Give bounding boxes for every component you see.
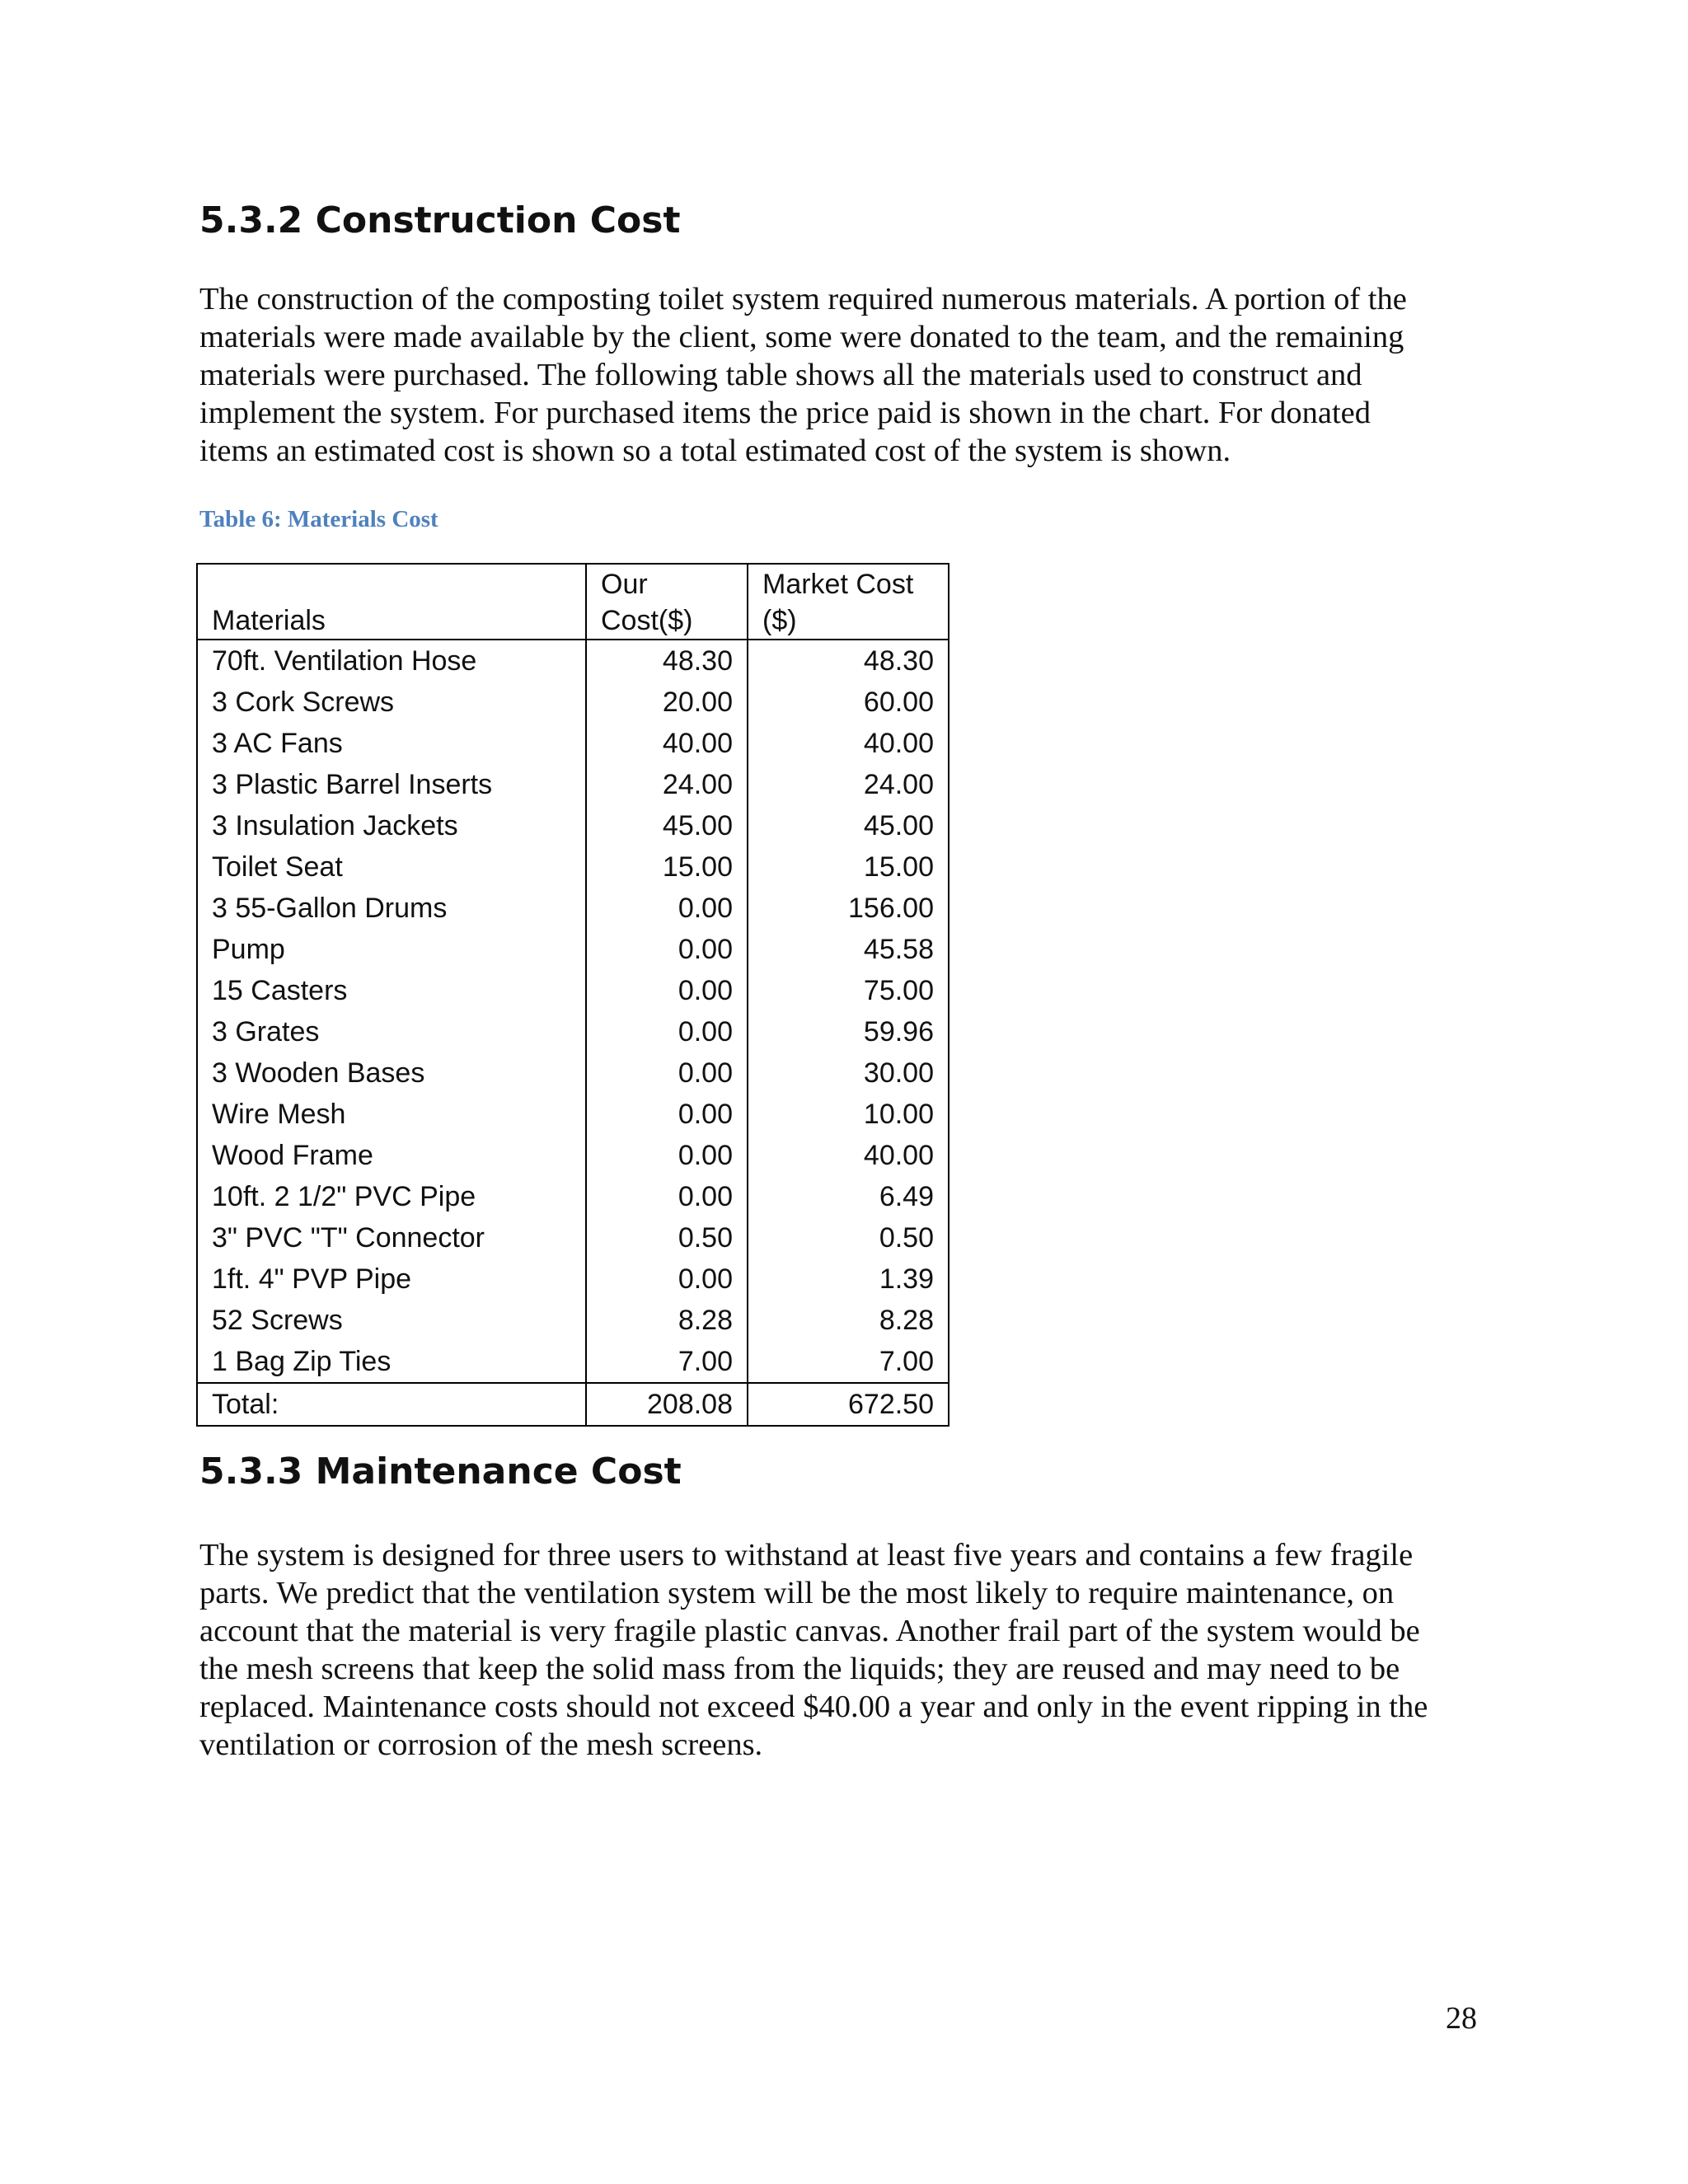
page-number: 28 [1446,2001,1477,2036]
table-header-row [197,564,949,640]
table-row [197,1052,949,1094]
our-cost-cell: 0.00 [586,1135,748,1176]
our-cost-cell: 7.00 [586,1341,748,1383]
our-cost-cell: 0.50 [586,1217,748,1258]
market-cost-cell: 156.00 [748,888,949,929]
table-row [197,929,949,970]
market-cost-cell: 75.00 [748,970,949,1011]
material-cell: 70ft. Ventilation Hose [197,640,586,682]
table-row [197,1011,949,1052]
materials-cost-table [196,563,950,1427]
paragraph-line: parts. We predict that the ventilation system will be the most likely to require maintenance, on [199,1576,1395,1610]
our-cost-cell: 0.00 [586,970,748,1011]
market-cost-cell: 6.49 [748,1176,949,1217]
header-label: ($) [762,605,797,636]
table-row [197,682,949,723]
table-row [197,1176,949,1217]
market-cost-cell: 48.30 [748,640,949,682]
market-cost-cell: 1.39 [748,1258,949,1300]
section-heading-maintenance-cost: 5.3.3 Maintenance Cost [199,1451,682,1493]
our-cost-cell: 24.00 [586,764,748,805]
market-cost-cell: 45.00 [748,805,949,846]
table-row [197,1217,949,1258]
material-cell: 3 Insulation Jackets [197,805,586,846]
paragraph-line: materials were made available by the client, some were donated to the team, and the remaining [199,320,1404,354]
material-cell: Toilet Seat [197,846,586,888]
our-cost-cell: 45.00 [586,805,748,846]
section-heading-construction-cost: 5.3.2 Construction Cost [199,199,681,241]
material-cell: 52 Screws [197,1300,586,1341]
paragraph-line: the mesh screens that keep the solid mass from the liquids; they are reused and may need to be [199,1652,1400,1686]
column-header-market-cost [748,564,949,640]
material-cell: 3 Cork Screws [197,682,586,723]
market-cost-cell: 7.00 [748,1341,949,1383]
our-cost-cell: 0.00 [586,1094,748,1135]
table-row [197,805,949,846]
table-caption: Table 6: Materials Cost [199,506,438,532]
paragraph-line: materials were purchased. The following table shows all the materials used to construct and [199,358,1362,392]
market-cost-cell: 59.96 [748,1011,949,1052]
material-cell: 1 Bag Zip Ties [197,1341,586,1383]
our-cost-cell: 8.28 [586,1300,748,1341]
market-cost-cell: 40.00 [748,1135,949,1176]
market-cost-cell: 15.00 [748,846,949,888]
material-cell: 3 55-Gallon Drums [197,888,586,929]
table-row [197,888,949,929]
our-cost-cell: 48.30 [586,640,748,682]
our-cost-cell: 15.00 [586,846,748,888]
market-cost-cell: 8.28 [748,1300,949,1341]
market-cost-cell: 0.50 [748,1217,949,1258]
header-label: Materials [212,605,326,636]
table-row [197,1300,949,1341]
paragraph-line: implement the system. For purchased items the price paid is shown in the chart. For donated [199,396,1371,430]
our-cost-cell: 0.00 [586,1258,748,1300]
paragraph-maintenance-cost [199,1536,1518,1764]
material-cell: 3 Wooden Bases [197,1052,586,1094]
material-cell: 3 Grates [197,1011,586,1052]
our-cost-cell: 0.00 [586,888,748,929]
table-row [197,1094,949,1135]
our-cost-cell: 40.00 [586,723,748,764]
paragraph-line: items an estimated cost is shown so a total estimated cost of the system is shown. [199,434,1231,468]
material-cell: 1ft. 4" PVP Pipe [197,1258,586,1300]
market-cost-cell: 24.00 [748,764,949,805]
our-cost-cell: 20.00 [586,682,748,723]
market-cost-cell: 30.00 [748,1052,949,1094]
material-cell: Pump [197,929,586,970]
table-body [197,640,949,1426]
table-row [197,846,949,888]
market-cost-cell: 10.00 [748,1094,949,1135]
paragraph-line: ventilation or corrosion of the mesh screens. [199,1727,763,1762]
total-market-cost-cell: 672.50 [748,1383,949,1426]
material-cell: Wood Frame [197,1135,586,1176]
material-cell: 10ft. 2 1/2" PVC Pipe [197,1176,586,1217]
our-cost-cell: 0.00 [586,1176,748,1217]
total-label-cell: Total: [197,1383,586,1426]
paragraph-line: The system is designed for three users to withstand at least five years and contains a few fragile [199,1538,1414,1572]
material-cell: 3 AC Fans [197,723,586,764]
header-label: Our [601,569,648,600]
market-cost-cell: 45.58 [748,929,949,970]
table-row [197,970,949,1011]
material-cell: 15 Casters [197,970,586,1011]
header-label: Market Cost [762,569,914,600]
our-cost-cell: 0.00 [586,1052,748,1094]
paragraph-line: replaced. Maintenance costs should not exceed $40.00 a year and only in the event ripping in the [199,1690,1428,1724]
table-row [197,764,949,805]
table-row [197,723,949,764]
header-label: Cost($) [601,605,693,636]
paragraph-construction-cost [199,280,1518,470]
table-row [197,1135,949,1176]
material-cell: Wire Mesh [197,1094,586,1135]
market-cost-cell: 60.00 [748,682,949,723]
table-total-row [197,1383,949,1426]
our-cost-cell: 0.00 [586,1011,748,1052]
material-cell: 3" PVC "T" Connector [197,1217,586,1258]
material-cell: 3 Plastic Barrel Inserts [197,764,586,805]
table-row [197,1258,949,1300]
total-our-cost-cell: 208.08 [586,1383,748,1426]
column-header-materials [197,564,586,640]
table-row [197,1341,949,1383]
table-row [197,640,949,682]
paragraph-line: account that the material is very fragile plastic canvas. Another frail part of the system would be [199,1614,1420,1648]
column-header-our-cost [586,564,748,640]
our-cost-cell: 0.00 [586,929,748,970]
paragraph-line: The construction of the composting toilet system required numerous materials. A portion of the [199,282,1407,316]
market-cost-cell: 40.00 [748,723,949,764]
